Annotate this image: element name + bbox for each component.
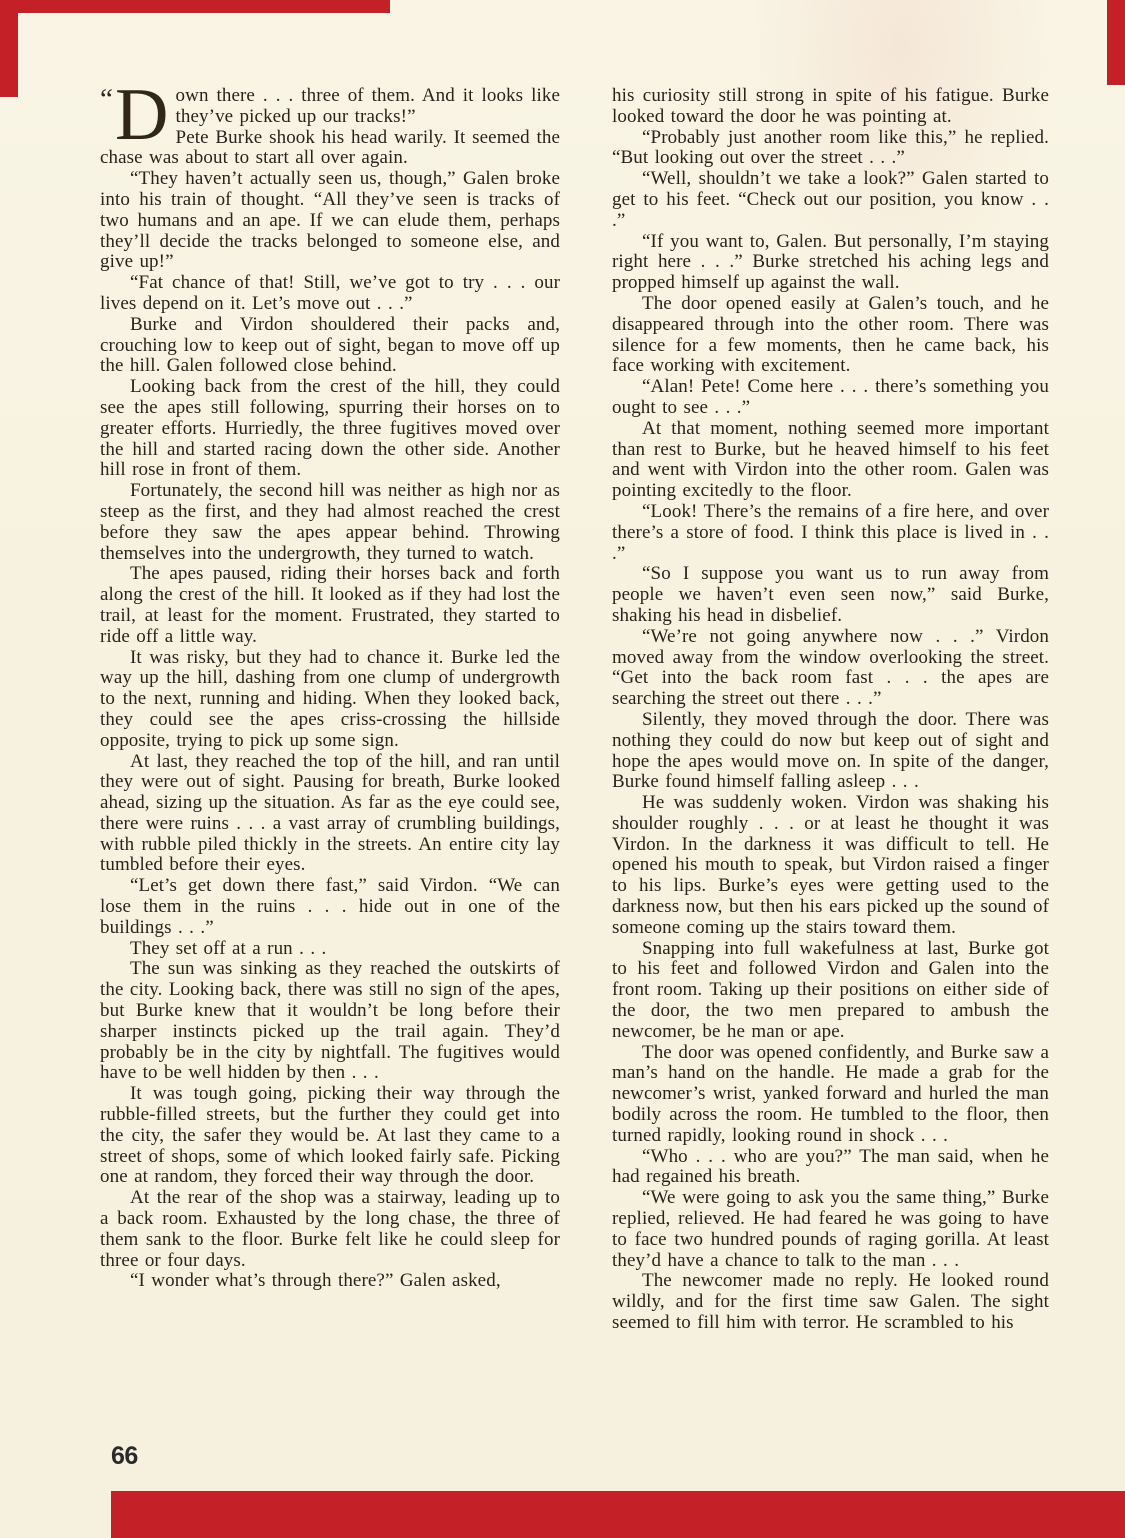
- red-border-top-right-vertical: [1107, 0, 1125, 85]
- drop-cap: [100, 74, 169, 156]
- paragraph: “Probably just another room like this,” he replied. “But looking out over the street . . .”: [612, 126, 1049, 169]
- drop-cap-letter: D: [114, 74, 169, 156]
- paragraph: “They haven’t actually seen us, though,” Galen broke into his train of thought. “All they’ve seen is tracks of two humans and an ape. If we can elude them, perhaps they’ll decide the tracks belonged to someone else, and give up!”: [100, 168, 560, 273]
- paragraph: “So I suppose you want us to run away from people we haven’t even seen now,” said Burke, shaking his head in disbelief.: [612, 563, 1049, 626]
- paragraph: “We were going to ask you the same thing,” Burke replied, relieved. He had feared he was going to have to face two hundred pounds of raging gorilla. At least they’d have a chance to talk to the man . . .: [612, 1187, 1049, 1271]
- paragraph: “ D own there . . . three of them. And it looks like they’ve picked up our tracks!”: [100, 74, 560, 156]
- paragraph: “Look! There’s the remains of a fire here, and over there’s a store of food. I think this place is lived in . . .”: [612, 500, 1049, 564]
- right-text-column: [612, 86, 1049, 1334]
- paragraph: He was suddenly woken. Virdon was shaking his shoulder roughly . . . or at least he thought it was Virdon. In the darkness it was difficult to tell. He opened his mouth to speak, but Virdon raised a finger to his lips. Burke’s eyes were getting used to the darkness now, but then his ears picked up the sound of someone coming up the stairs toward them.: [612, 792, 1049, 938]
- paragraph: The door was opened confidently, and Burke saw a man’s hand on the handle. He made a grab for the newcomer’s wrist, yanked forward and hurled the man bodily across the room. He tumbled to the floor, then turned rapidly, looking round in shock . . .: [612, 1041, 1049, 1146]
- paragraph: Burke and Virdon shouldered their packs and, crouching low to keep out of sight, began to move off up the hill. Galen followed close behind.: [100, 313, 560, 377]
- page-number: 66: [111, 1442, 138, 1470]
- paragraph: At that moment, nothing seemed more important than rest to Burke, but he heaved himself to his feet and went with Virdon into the other room. Galen was pointing excitedly to the floor.: [612, 417, 1049, 502]
- red-border-top-left-horizontal: [0, 0, 390, 13]
- paragraph: Looking back from the crest of the hill, they could see the apes still following, spurring their horses on to greater efforts. Hurriedly, the three fugitives moved over the hill and started racing down the other side. Another hill rose in front of them.: [100, 376, 560, 481]
- paragraph: The sun was sinking as they reached the outskirts of the city. Looking back, there was still no sign of the apes, but Burke knew that it wouldn’t be long before their sharper instincts picked up the trail again. They’d probably be in the city by nightfall. The fugitives would have to be well hidden by then . . .: [100, 958, 560, 1084]
- paragraph: “Alan! Pete! Come here . . . there’s something you ought to see . . .”: [612, 376, 1049, 418]
- paragraph: “Fat chance of that! Still, we’ve got to try . . . our lives depend on it. Let’s move out . . .”: [100, 272, 560, 314]
- paragraph: his curiosity still strong in spite of his fatigue. Burke looked toward the door he was pointing at.: [612, 85, 1049, 127]
- paragraph: The newcomer made no reply. He looked round wildly, and for the first time saw Galen. The sight seemed to fill him with terror. He scrambled to his: [612, 1270, 1049, 1334]
- open-quote-mark: “: [100, 83, 113, 115]
- paragraph: They set off at a run . . .: [130, 937, 327, 959]
- paragraph: Silently, they moved through the door. There was nothing they could do now but keep out of sight and hope the apes would move on. In spite of the danger, Burke found himself falling asleep . . .: [612, 708, 1049, 793]
- paragraph: It was tough going, picking their way through the rubble-filled streets, but the further they could get into the city, the safer they would be. At last they came to a street of shops, some of which looked fairly safe. Picking one at random, they forced their way through the door.: [100, 1083, 560, 1188]
- paragraph: “Let’s get down there fast,” said Virdon. “We can lose them in the ruins . . . hide out in one of the buildings . . .”: [100, 875, 560, 938]
- paragraph: “Well, shouldn’t we take a look?” Galen started to get to his feet. “Check out our position, you know . . .”: [612, 168, 1049, 231]
- paragraph: “If you want to, Galen. But personally, I’m staying right here . . .” Burke stretched his aching legs and propped himself up against the wall.: [612, 230, 1049, 294]
- paragraph: At last, they reached the top of the hill, and ran until they were out of sight. Pausing for breath, Burke looked ahead, sizing up the situation. As far as the eye could see, there were ruins . . . a vast array of crumbling buildings, with rubble piled thickly in the streets. An entire city lay tumbled before their eyes.: [100, 750, 560, 876]
- paragraph: “I wonder what’s through there?” Galen asked,: [130, 1270, 501, 1292]
- paragraph: Fortunately, the second hill was neither as high nor as steep as the first, and they had almost reached the crest before they saw the apes appear behind. Throwing themselves into the undergrowth, they turned to watch.: [100, 480, 560, 564]
- paragraph: The apes paused, riding their horses back and forth along the crest of the hill. It looked as if they had lost the trail, at least for the moment. Frustrated, they started to ride off a little way.: [100, 563, 560, 647]
- red-border-bottom-bar: [111, 1491, 1125, 1538]
- paragraph: It was risky, but they had to chance it. Burke led the way up the hill, dashing from one clump of undergrowth to the next, running and hiding. When they looked back, they could see the apes criss-crossing the hillside opposite, trying to pick up some sign.: [100, 646, 560, 751]
- paragraph: Snapping into full wakefulness at last, Burke got to his feet and followed Virdon and Galen into the front room. Taking up their positions on either side of the door, the two men prepared to ambush the newcomer, be he man or ape.: [612, 937, 1049, 1042]
- paragraph: At the rear of the shop was a stairway, leading up to a back room. Exhausted by the long chase, the three of them sank to the floor. Burke felt like he could sleep for three or four days.: [100, 1187, 560, 1271]
- paragraph: “Who . . . who are you?” The man said, when he had regained his breath.: [612, 1145, 1049, 1188]
- paragraph: Pete Burke shook his head warily. It seemed the chase was about to start all over again.: [100, 126, 560, 169]
- left-text-column: [100, 74, 560, 1292]
- paragraph: “We’re not going anywhere now . . .” Virdon moved away from the window overlooking the street. “Get into the back room fast . . . the apes are searching the street out there . . .”: [612, 625, 1049, 710]
- paragraph: The door opened easily at Galen’s touch, and he disappeared through into the other room. There was silence for a few moments, then he came back, his face working with excitement.: [612, 292, 1049, 377]
- red-border-top-left-vertical: [0, 0, 18, 97]
